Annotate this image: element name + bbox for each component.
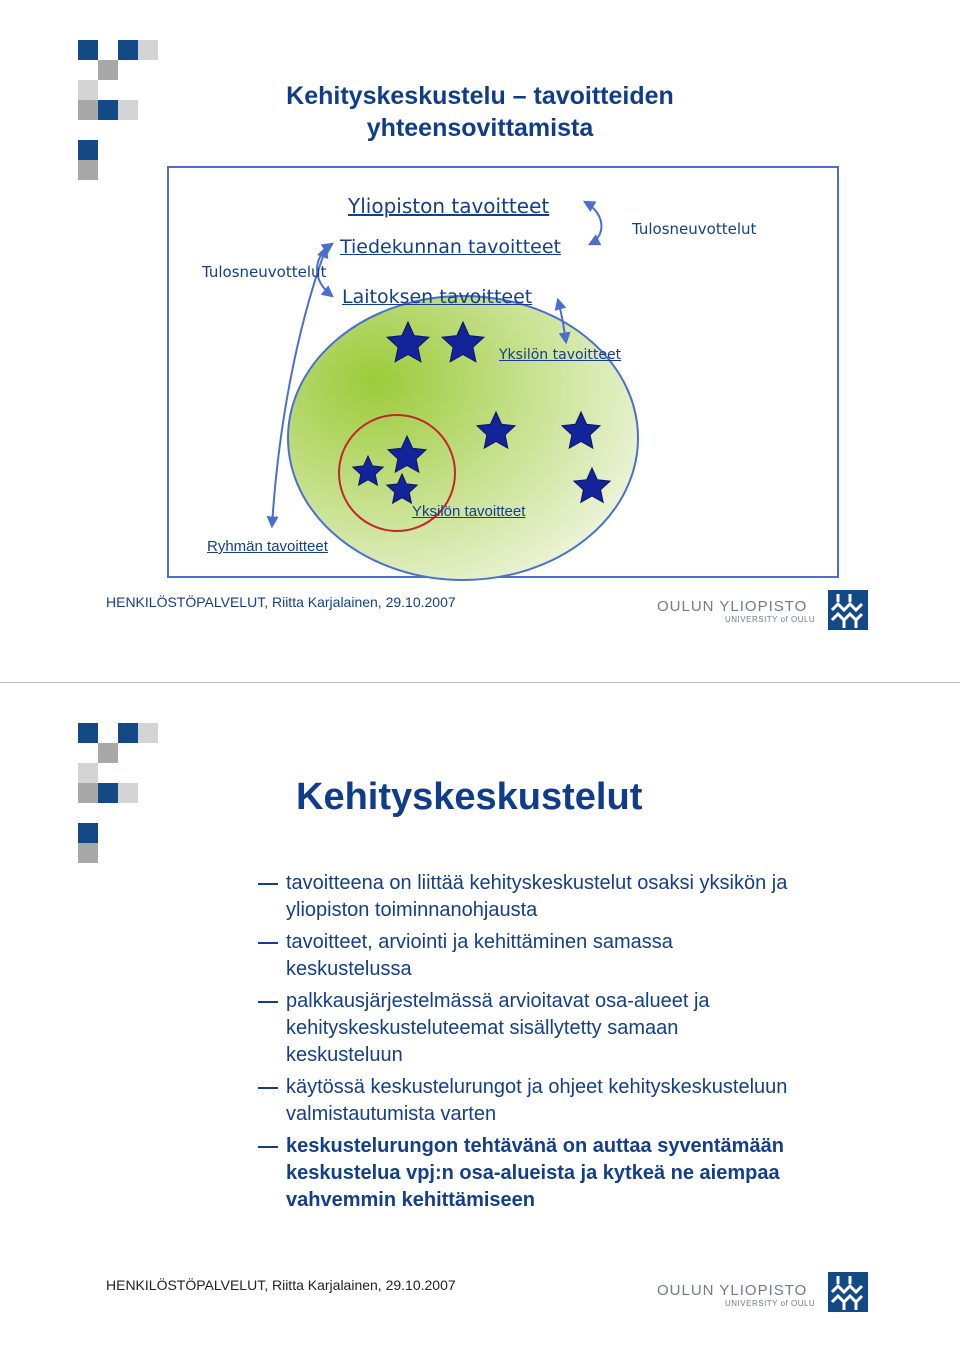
individual-goals-top-label: Yksilön tavoitteet xyxy=(499,347,622,363)
university-goals-label: Yliopiston tavoitteet xyxy=(348,194,550,218)
university-emblem-icon xyxy=(828,1272,868,1312)
negotiations-left-label: Tulosneuvottelut xyxy=(202,263,327,281)
slide-1 xyxy=(0,0,960,683)
individual-goals-bottom-label: Yksilön tavoitteet xyxy=(412,503,526,520)
university-name: OULUN YLIOPISTO xyxy=(657,1282,808,1299)
footer-text: HENKILÖSTÖPALVELUT, Riitta Karjalainen, 29.10.2007 xyxy=(106,1277,456,1293)
university-emblem-icon xyxy=(828,590,868,630)
bullet-item: tavoitteena on liittää kehityskeskustelut osaksi yksikön ja yliopiston toiminnanohjausta xyxy=(258,870,798,924)
slide-title: Kehityskeskustelu – tavoitteiden yhteensovittamista xyxy=(286,82,674,142)
slide-title: Kehityskeskustelut xyxy=(296,776,643,818)
arrow-university-faculty xyxy=(585,202,601,244)
university-name: OULUN YLIOPISTO xyxy=(657,598,808,615)
faculty-goals-label: Tiedekunnan tavoitteet xyxy=(340,236,561,258)
university-logo xyxy=(657,598,815,624)
bullet-list xyxy=(258,870,798,1219)
bullet-item: käytössä keskustelurungot ja ohjeet kehityskeskusteluun valmistautumista varten xyxy=(258,1074,798,1128)
bullet-item: tavoitteet, arviointi ja kehittäminen samassa keskustelussa xyxy=(258,929,798,983)
slide-2 xyxy=(0,684,960,1367)
group-goals-label: Ryhmän tavoitteet xyxy=(207,538,328,555)
page-divider xyxy=(0,682,960,683)
bullet-item: palkkausjärjestelmässä arvioitavat osa-alueet ja kehityskeskusteluteemat sisällytetty samaan keskusteluun xyxy=(258,988,798,1069)
bullet-item-emphasis: keskustelurungon tehtävänä on auttaa syventämään keskustelua vpj:n osa-alueista ja kytkeä ne aiempaa vahvemmin kehittämiseen xyxy=(258,1133,798,1214)
goals-diagram xyxy=(0,0,960,683)
negotiations-right-label: Tulosneuvottelut xyxy=(632,220,757,238)
department-goals-label: Laitoksen tavoitteet xyxy=(342,286,533,308)
university-logo xyxy=(657,1282,815,1308)
university-subtitle: UNIVERSITY of OULU xyxy=(725,1299,816,1308)
footer-text: HENKILÖSTÖPALVELUT, Riitta Karjalainen, 29.10.2007 xyxy=(106,594,456,610)
university-subtitle: UNIVERSITY of OULU xyxy=(725,615,816,624)
